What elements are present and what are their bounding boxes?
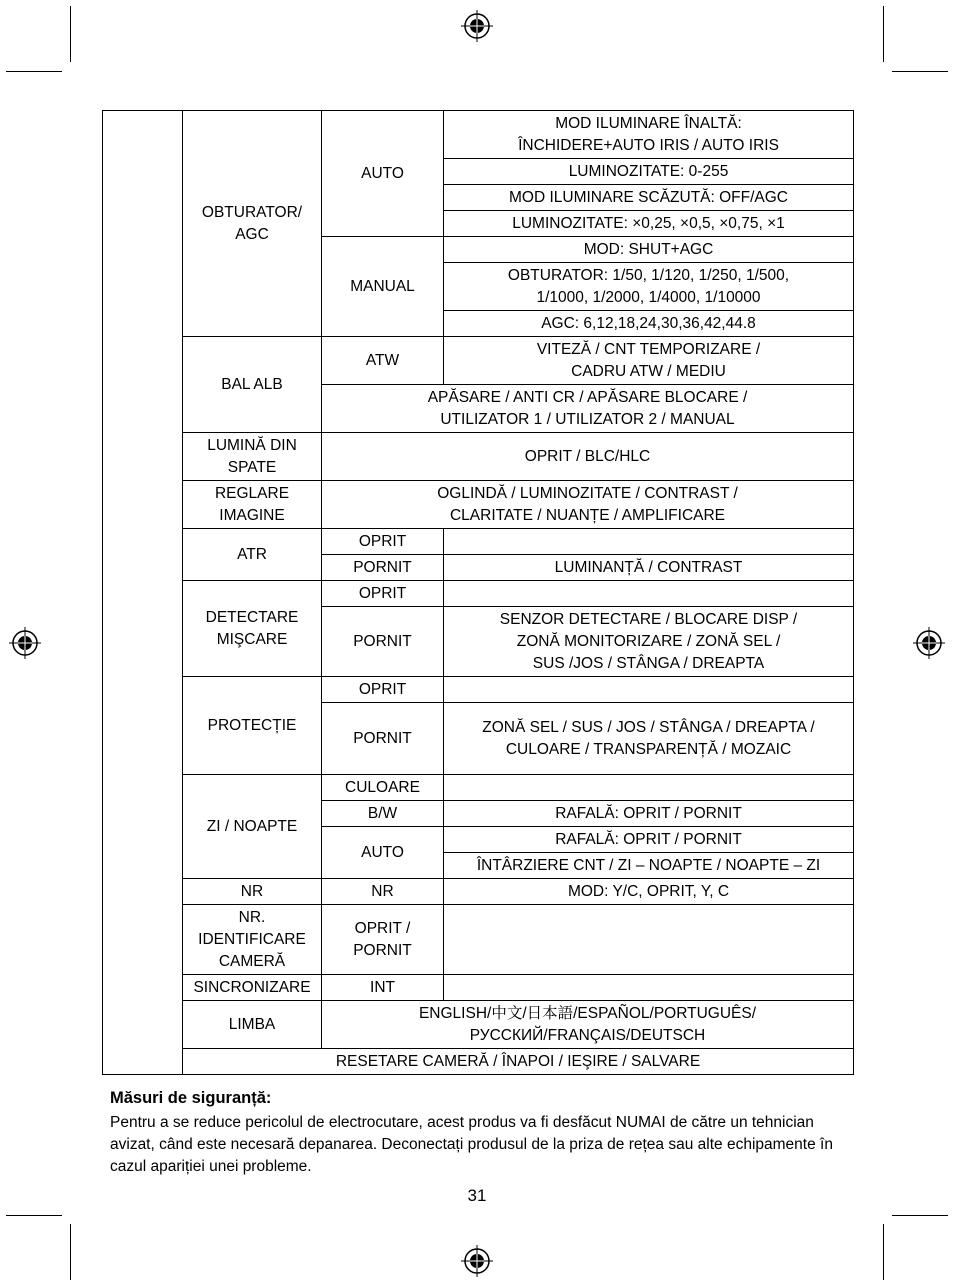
white-balance-atw-value: VITEZĂ / CNT TEMPORIZARE / CADRU ATW / MEDIU <box>444 337 854 385</box>
backlight-value: OPRIT / BLC/HLC <box>322 433 854 481</box>
privacy-on: PORNIT <box>322 703 444 775</box>
nr-label: NR <box>183 879 322 905</box>
shutter-manual-speeds: OBTURATOR: 1/50, 1/120, 1/250, 1/500, 1/1000, 1/2000, 1/4000, 1/10000 <box>444 263 854 311</box>
crop-mark <box>6 71 62 72</box>
motion-detect-off-value <box>444 581 854 607</box>
menu-root-cell <box>103 111 183 1075</box>
registration-mark-icon <box>9 627 41 659</box>
shutter-manual-label: MANUAL <box>322 237 444 337</box>
nr-value: MOD: Y/C, OPRIT, Y, C <box>444 879 854 905</box>
crop-mark <box>6 1215 62 1216</box>
safety-title: Măsuri de siguranță: <box>110 1089 272 1107</box>
shutter-manual-mode: MOD: SHUT+AGC <box>444 237 854 263</box>
crop-mark <box>892 71 948 72</box>
motion-detect-on-value: SENZOR DETECTARE / BLOCARE DISP / ZONĂ MONITORIZARE / ZONĂ SEL / SUS /JOS / STÂNGA / DREAPTA <box>444 607 854 677</box>
nr-sub: NR <box>322 879 444 905</box>
shutter-auto-label: AUTO <box>322 111 444 237</box>
shutter-auto-brightness: LUMINOZITATE: 0-255 <box>444 159 854 185</box>
crop-mark <box>892 1215 948 1216</box>
privacy-on-value: ZONĂ SEL / SUS / JOS / STÂNGA / DREAPTA / CULOARE / TRANSPARENȚĂ / MOZAIC <box>444 703 854 775</box>
day-night-color: CULOARE <box>322 775 444 801</box>
crop-mark <box>883 6 884 62</box>
registration-mark-icon <box>461 1245 493 1277</box>
camera-id-sub: OPRIT / PORNIT <box>322 905 444 975</box>
sync-label: SINCRONIZARE <box>183 975 322 1001</box>
registration-mark-icon <box>913 627 945 659</box>
day-night-bw: B/W <box>322 801 444 827</box>
osd-menu-table <box>102 110 854 1075</box>
atr-off-value <box>444 529 854 555</box>
safety-body: Pentru a se reduce pericolul de electrocutare, acest produs va fi desfăcut NUMAI de către un tehnician avizat, când este necesară depanarea. Deconectați produsul de la priza de rețea sau alte echipamente în cazul apariției unei probleme. <box>110 1114 833 1175</box>
language-label: LIMBA <box>183 1001 322 1049</box>
day-night-color-value <box>444 775 854 801</box>
crop-mark <box>70 6 71 62</box>
backlight-label: LUMINĂ DIN SPATE <box>183 433 322 481</box>
camera-id-value <box>444 905 854 975</box>
day-night-auto: AUTO <box>322 827 444 879</box>
white-balance-modes: APĂSARE / ANTI CR / APĂSARE BLOCARE / UTILIZATOR 1 / UTILIZATOR 2 / MANUAL <box>322 385 854 433</box>
atr-on: PORNIT <box>322 555 444 581</box>
motion-detect-off: OPRIT <box>322 581 444 607</box>
day-night-label: ZI / NOAPTE <box>183 775 322 879</box>
motion-detect-on: PORNIT <box>322 607 444 677</box>
privacy-off-value <box>444 677 854 703</box>
privacy-off: OPRIT <box>322 677 444 703</box>
day-night-bw-value: RAFALĂ: OPRIT / PORNIT <box>444 801 854 827</box>
day-night-auto-delay: ÎNTÂRZIERE CNT / ZI – NOAPTE / NOAPTE – ZI <box>444 853 854 879</box>
white-balance-atw-label: ATW <box>322 337 444 385</box>
image-adjust-label: REGLARE IMAGINE <box>183 481 322 529</box>
atr-label: ATR <box>183 529 322 581</box>
atr-off: OPRIT <box>322 529 444 555</box>
sync-sub: INT <box>322 975 444 1001</box>
motion-detect-label: DETECTARE MIŞCARE <box>183 581 322 677</box>
menu-footer-actions: RESETARE CAMERĂ / ÎNAPOI / IEŞIRE / SALVARE <box>183 1049 854 1075</box>
registration-mark-icon <box>461 10 493 42</box>
white-balance-label: BAL ALB <box>183 337 322 433</box>
day-night-auto-burst: RAFALĂ: OPRIT / PORNIT <box>444 827 854 853</box>
shutter-auto-low-light: MOD ILUMINARE SCĂZUTĂ: OFF/AGC <box>444 185 854 211</box>
crop-mark <box>883 1224 884 1280</box>
page-number: 31 <box>467 1186 487 1205</box>
image-adjust-value: OGLINDĂ / LUMINOZITATE / CONTRAST / CLARITATE / NUANȚE / AMPLIFICARE <box>322 481 854 529</box>
sync-value <box>444 975 854 1001</box>
shutter-manual-agc: AGC: 6,12,18,24,30,36,42,44.8 <box>444 311 854 337</box>
shutter-agc-label: OBTURATOR/ AGC <box>183 111 322 337</box>
camera-id-label: NR. IDENTIFICARE CAMERĂ <box>183 905 322 975</box>
shutter-auto-high-light: MOD ILUMINARE ÎNALTĂ: ÎNCHIDERE+AUTO IRIS / AUTO IRIS <box>444 111 854 159</box>
atr-on-value: LUMINANȚĂ / CONTRAST <box>444 555 854 581</box>
crop-mark <box>70 1224 71 1280</box>
shutter-auto-brightness-multiplier: LUMINOZITATE: ×0,25, ×0,5, ×0,75, ×1 <box>444 211 854 237</box>
privacy-label: PROTECȚIE <box>183 677 322 775</box>
language-value: ENGLISH/中文/日本語/ESPAÑOL/PORTUGUÊS/ РУССКИЙ/FRANÇAIS/DEUTSCH <box>322 1001 854 1049</box>
